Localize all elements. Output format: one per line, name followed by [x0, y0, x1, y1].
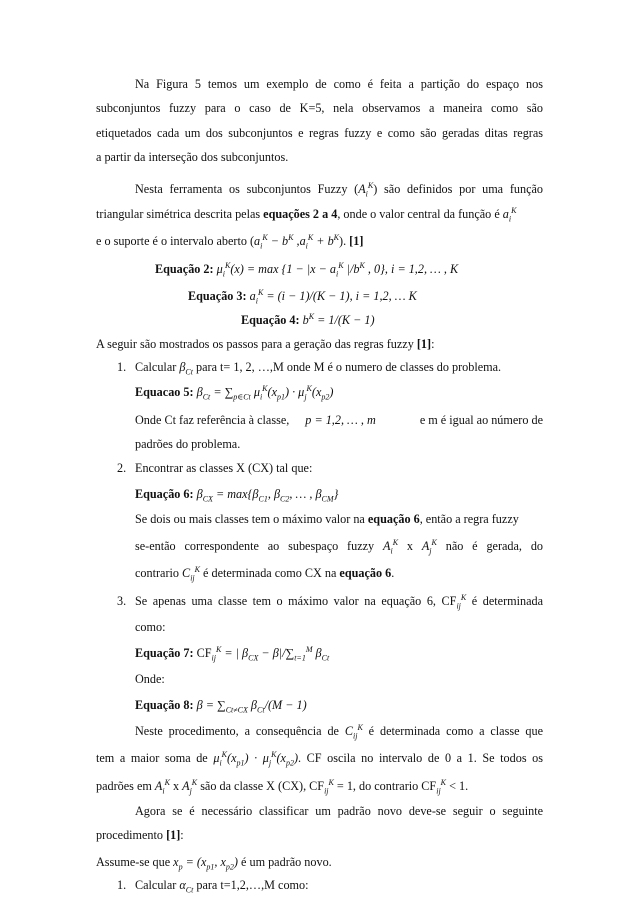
para1-line4: a partir da interseção dos subconjuntos. [96, 150, 289, 164]
para1-line2: subconjuntos fuzzy para o caso de K=5, nela observamos a maneira como são [96, 101, 543, 115]
step2-line2: se-então correspondente ao subespaço fuzzy $A_i^K$ x $A_j^K$ não é gerada, do [135, 537, 544, 556]
equation-8: Equação 8: $\beta = \sum_{Ct\ne CX}$ $\beta_{Ct}/(M - 1)$ [135, 698, 307, 715]
steps-intro: A seguir são mostrados os passos para a geração das regras fuzzy [1]: [96, 337, 435, 351]
step1-note-line1: Onde Ct faz referência à classe, p = 1,2, … , m e m é igual ao número de [135, 413, 543, 427]
step2-text: Encontrar as classes X (CX) tal que: [135, 461, 313, 475]
step3-number: 3. [117, 594, 127, 608]
step3-para-line1: Neste procedimento, a consequência de $C_{ij}^K$ é determinada como a classe que [135, 722, 543, 741]
step3-line2: como: [135, 620, 166, 634]
step2-line1: Se dois ou mais classes tem o máximo valor na equação 6, então a regra fuzzy [135, 512, 519, 526]
para2-line1: Nesta ferramenta os subconjuntos Fuzzy $(A_i^K)$ são definidos por uma função [135, 180, 543, 199]
step2-number: 2. [117, 461, 127, 475]
final-step-number: 1. [117, 878, 127, 892]
para2-line2: triangular simétrica descrita pelas equações 2 a 4, onde o valor central da função é $a_i^K$ [96, 205, 517, 224]
para2-line3: e o suporte é o intervalo aberto ($a_i^K - b^K$ $,a_i^K + b^K$). [1] [96, 232, 364, 251]
para3-line2: padrões em $A_i^K$ x $A_j^K$ são da classe X (CX), $CF_{ij}^K = 1$, do contrario $CF_{ij}^K < 1$. [96, 777, 469, 796]
final-step-text: Calcular $\alpha_{Ct}$ para t=1,2,…,M como: [135, 878, 309, 895]
step1-note-line2: padrões do problema. [135, 437, 241, 451]
equation-2: Equação 2: $\mu_i^K(x) = \max \{1 - |x - a_i^K$ $|/b^K$ , 0}, i = 1,2, … , K [155, 260, 459, 279]
para4-line1: Agora se é necessário classificar um padrão novo deve-se seguir o seguinte [135, 804, 543, 818]
para1-line1: Na Figura 5 temos um exemplo de como é feita a partição do espaço nos [135, 77, 543, 91]
para4-line2: procedimento [1]: [96, 828, 184, 842]
step3-onde: Onde: [135, 672, 165, 686]
step1-text: Calcular $\beta_{Ct}$ para t= 1, 2, …,M onde M é o numero de classes do problema. [135, 360, 502, 377]
para3-line1: tem a maior soma de $\mu_i^K(x_{p1}) \cdot \mu_j^K(x_{p2})$. CF oscila no intervalo de 0 a 1. Se todos os [96, 749, 544, 768]
para1-line3: etiquetados cada um dos subconjuntos e regras fuzzy e como são geradas ditas regras [96, 126, 543, 140]
step3-line1: Se apenas uma classe tem o máximo valor na equação 6, $CF_{ij}^K$ é determinada [135, 592, 543, 611]
step1-number: 1. [117, 360, 127, 374]
para4-line3: Assume-se que $x_p = (x_{p1}$, $x_{p2}$) é um padrão novo. [96, 855, 332, 872]
step2-line3: contrario $C_{ij}^K$ é determinada como CX na equação 6. [135, 564, 395, 583]
equation-7: Equação 7: $CF_{ij}^K$ = | $\beta_{CX} - \beta|/\sum_{t=1}^M$ $\beta_{Ct}$ [135, 644, 330, 663]
equation-3: Equação 3: $a_i^K = (i - 1)/(K - 1)$, i = 1,2, … K [188, 287, 417, 306]
equation-5: Equacao 5: $\beta_{Ct} = \sum_{p\in Ct}$ $\mu_i^K(x_{p1}) \cdot \mu_j^K(x_{p2})$ [135, 383, 334, 402]
equation-6: Equação 6: $\beta_{CX} = \max\{\beta_{C1}$, $\beta_{C2}$, … , $\beta_{CM}$} [135, 487, 339, 504]
equation-4: Equação 4: $b^K = 1/(K - 1)$ [241, 311, 375, 327]
